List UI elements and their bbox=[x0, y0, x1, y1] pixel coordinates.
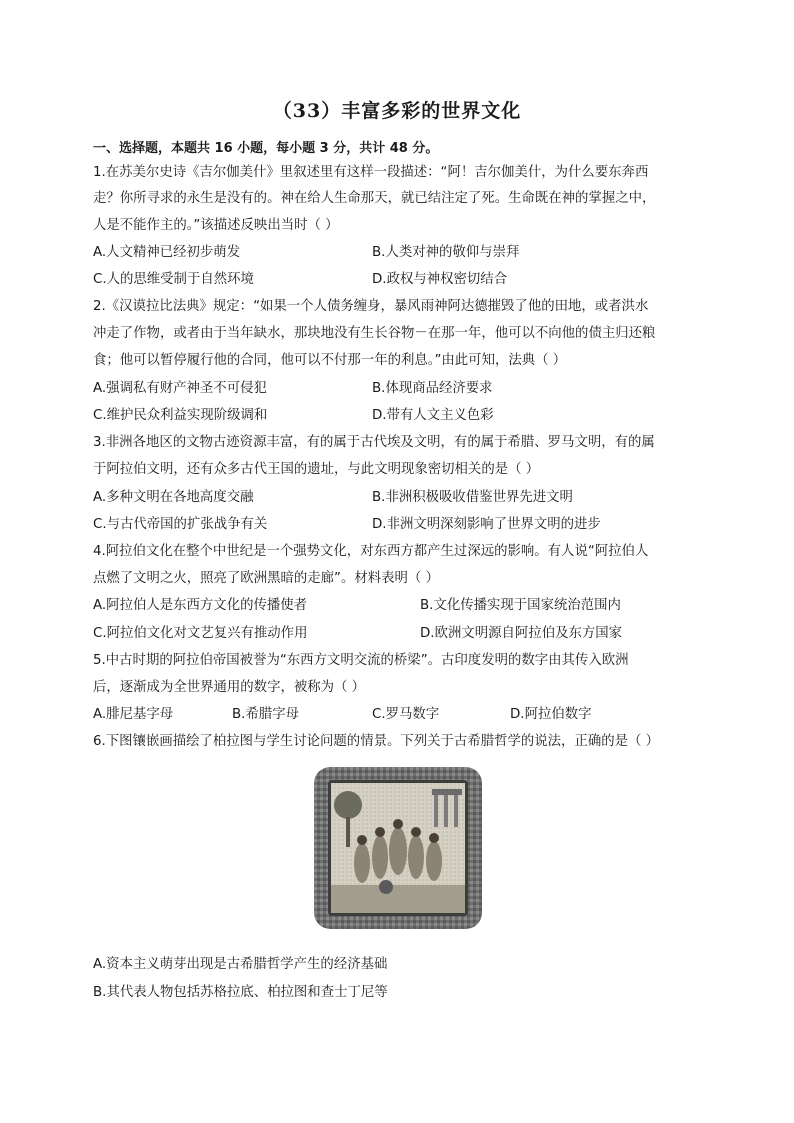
q2-line-2: 冲走了作物，或者由于当年缺水，那块地没有生长谷物－在那一年，他可以不向他的债主归还粮 bbox=[93, 326, 656, 341]
q5-line-1: 5.中古时期的阿拉伯帝国被誉为“东西方文明交流的桥梁”。古印度发明的数字由其传入欧洲 bbox=[93, 653, 629, 668]
q4-option-a[interactable]: A.阿拉伯人是东西方文化的传播使者 bbox=[93, 598, 308, 613]
q2-option-a[interactable]: A.强调私有财产神圣不可侵犯 bbox=[93, 381, 267, 396]
q1-option-c[interactable]: C.人的思维受制于自然环境 bbox=[93, 272, 254, 287]
q6-line-1: 6.下图镶嵌画描绘了柏拉图与学生讨论问题的情景。下列关于古希腊哲学的说法，正确的是（ ） bbox=[93, 734, 660, 749]
q2-option-d[interactable]: D.带有人文主义色彩 bbox=[372, 408, 494, 423]
q5-option-d[interactable]: D.阿拉伯数字 bbox=[510, 707, 592, 722]
q1-line-1: 1.在苏美尔史诗《吉尔伽美什》里叙述里有这样一段描述：“阿！吉尔伽美什，为什么要东奔西 bbox=[93, 165, 649, 180]
q6-option-a[interactable]: A.资本主义萌芽出现是古希腊哲学产生的经济基础 bbox=[93, 957, 388, 972]
q1-line-2: 走？你所寻求的永生是没有的。神在给人生命那天，就已结注定了死。生命既在神的掌握之中， bbox=[93, 191, 656, 206]
q2-line-3: 食；他可以暂停履行他的合同，他可以不付那一年的利息。”由此可知，法典（ ） bbox=[93, 353, 567, 368]
q3-line-1: 3.非洲各地区的文物古迹资源丰富，有的属于古代埃及文明，有的属于希腊、罗马文明，有的属 bbox=[93, 435, 655, 450]
q2-option-c[interactable]: C.维护民众利益实现阶级调和 bbox=[93, 408, 268, 423]
section-header: 一、选择题，本题共 16 小题，每小题 3 分，共计 48 分。 bbox=[93, 141, 439, 156]
page-title: （33）丰富多彩的世界文化 bbox=[272, 100, 522, 122]
q4-option-d[interactable]: D.欧洲文明源自阿拉伯及东方国家 bbox=[420, 626, 623, 641]
q1-line-3: 人是不能作主的。”该描述反映出当时（ ） bbox=[93, 218, 339, 233]
q3-option-c[interactable]: C.与古代帝国的扩张战争有关 bbox=[93, 517, 268, 532]
q5-option-c[interactable]: C.罗马数字 bbox=[372, 707, 440, 722]
q4-option-c[interactable]: C.阿拉伯文化对文艺复兴有推动作用 bbox=[93, 626, 308, 641]
q3-line-2: 于阿拉伯文明，还有众多古代王国的遗址，与此文明现象密切相关的是（ ） bbox=[93, 462, 540, 477]
q1-option-d[interactable]: D.政权与神权密切结合 bbox=[372, 272, 508, 287]
q2-option-b[interactable]: B.体现商品经济要求 bbox=[372, 381, 493, 396]
q1-option-b[interactable]: B.人类对神的敬仰与崇拜 bbox=[372, 245, 520, 260]
q4-line-1: 4.阿拉伯文化在整个中世纪是一个强势文化，对东西方都产生过深远的影响。有人说“阿拉伯人 bbox=[93, 544, 649, 559]
q6-option-b[interactable]: B.其代表人物包括苏格拉底、柏拉图和查士丁尼等 bbox=[93, 985, 388, 1000]
q3-option-d[interactable]: D.非洲文明深刻影响了世界文明的进步 bbox=[372, 517, 601, 532]
q3-option-b[interactable]: B.非洲积极吸收借鉴世界先进文明 bbox=[372, 490, 573, 505]
plato-academy-mosaic-image bbox=[314, 767, 482, 929]
q3-option-a[interactable]: A.多种文明在各地高度交融 bbox=[93, 490, 254, 505]
q1-option-a[interactable]: A.人文精神已经初步萌发 bbox=[93, 245, 241, 260]
q4-line-2: 点燃了文明之火，照亮了欧洲黑暗的走廊”。材料表明（ ） bbox=[93, 571, 439, 586]
q5-option-b[interactable]: B.希腊字母 bbox=[232, 707, 300, 722]
q4-option-b[interactable]: B.文化传播实现于国家统治范围内 bbox=[420, 598, 621, 613]
q5-option-a[interactable]: A.腓尼基字母 bbox=[93, 707, 174, 722]
q2-line-1: 2.《汉谟拉比法典》规定：“如果一个人债务缠身，暴风雨神阿达德摧毁了他的田地，或者洪水 bbox=[93, 299, 649, 314]
q5-line-2: 后，逐渐成为全世界通用的数字，被称为（ ） bbox=[93, 680, 366, 695]
